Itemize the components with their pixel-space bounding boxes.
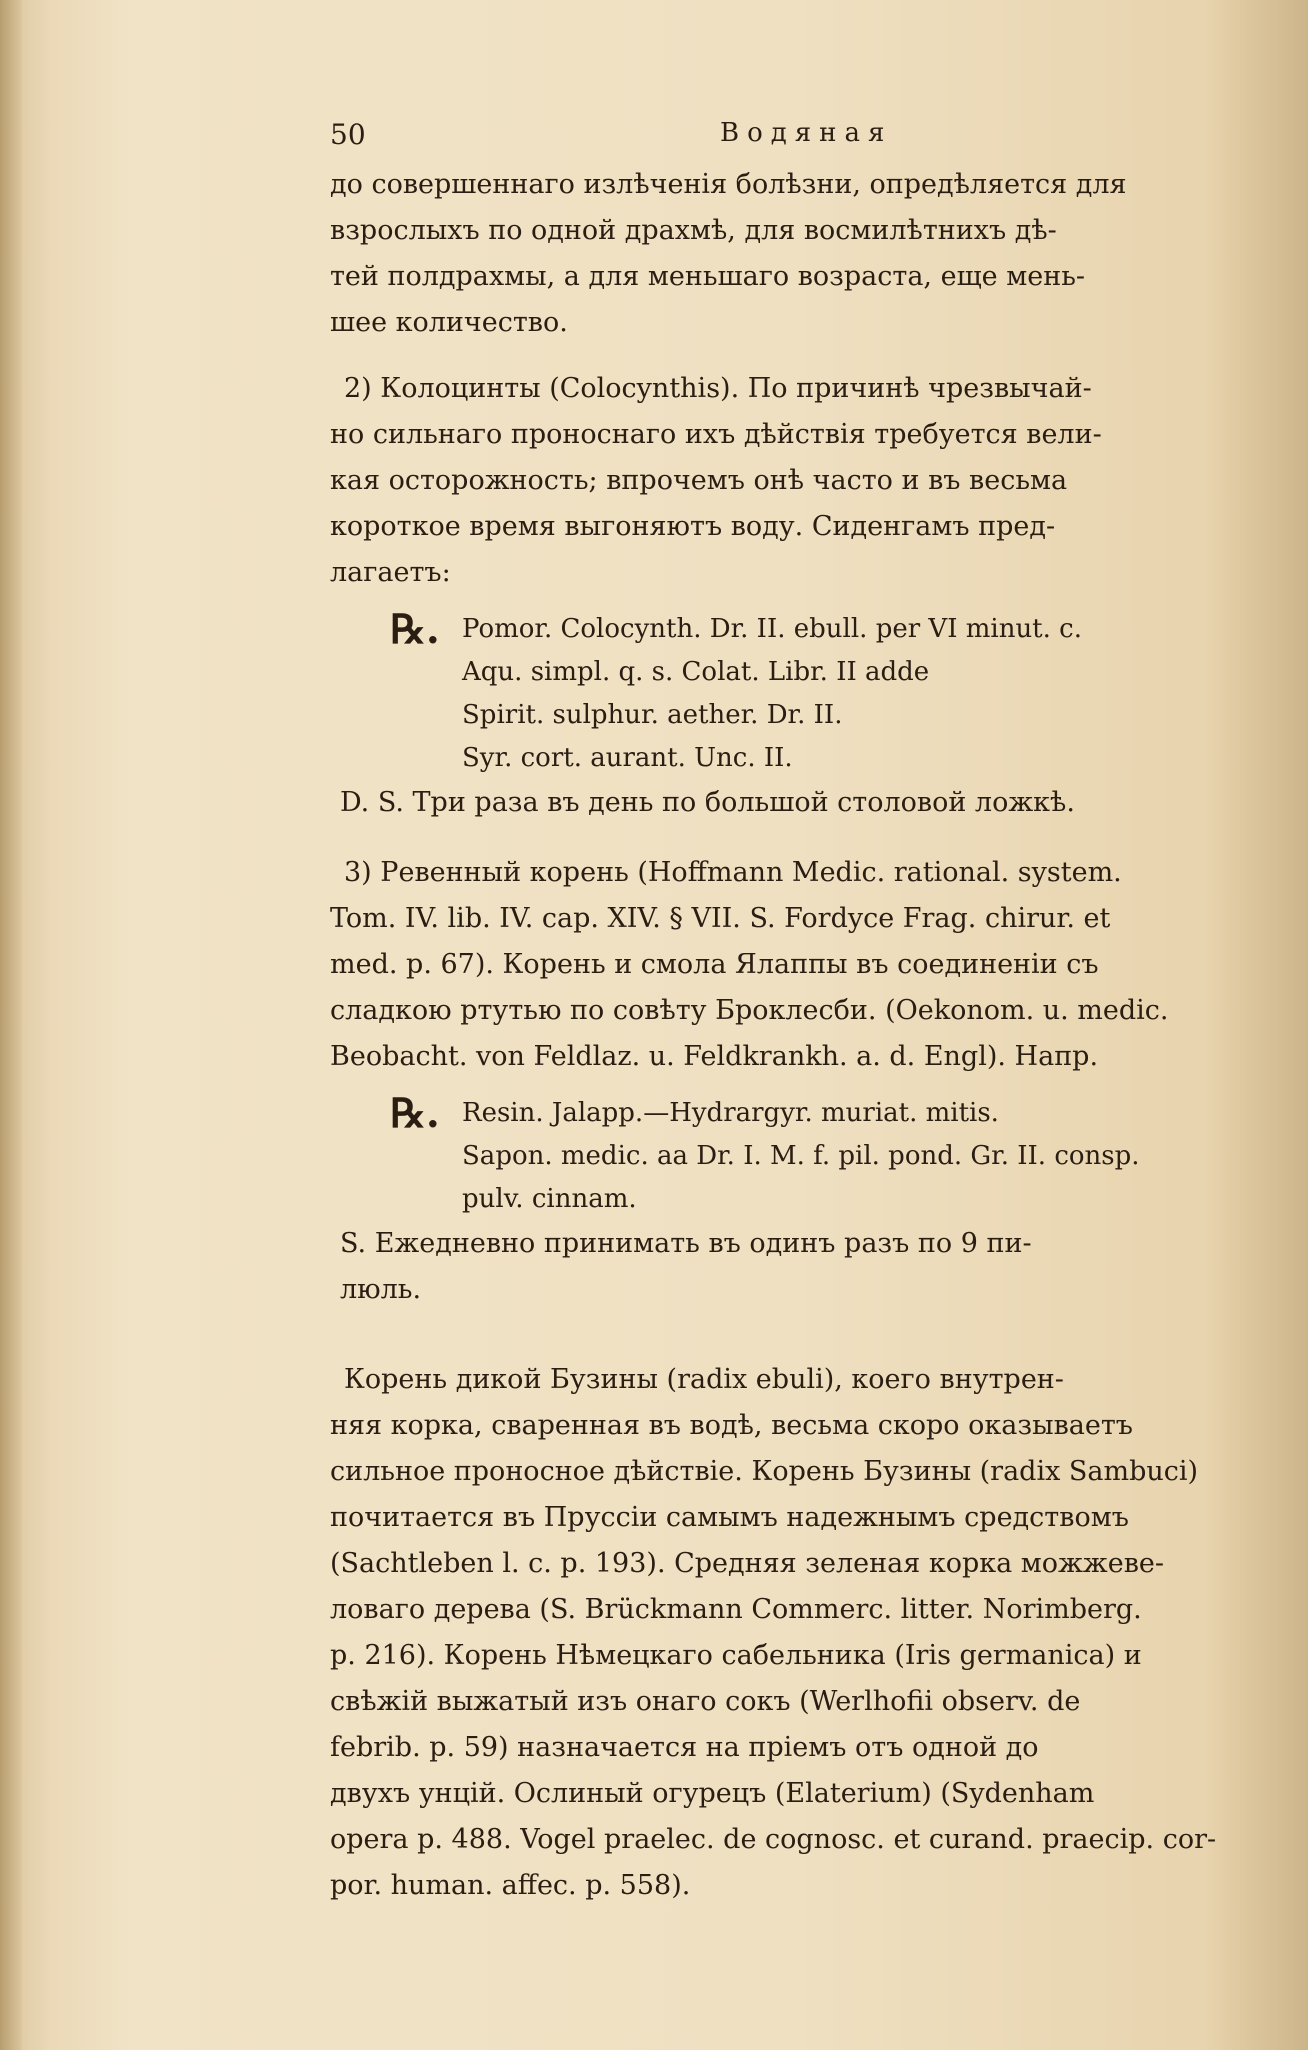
text-line: por. human. affec. p. 558). bbox=[330, 1870, 691, 1901]
text-line: до совершеннаго излѣченія болѣзни, опредѣляется для bbox=[330, 169, 1127, 200]
running-title: Водяная bbox=[720, 118, 893, 148]
recipe-signa: S. Ежедневно принимать въ одинъ разъ по 9 пи- bbox=[340, 1228, 1032, 1259]
paragraph-colocynth bbox=[330, 366, 1270, 596]
text-line: почитается въ Пруссіи самымъ надежнымъ средствомъ bbox=[330, 1502, 1129, 1533]
text-line: (Sachtleben l. c. p. 193). Средняя зеленая корка можжеве- bbox=[330, 1548, 1165, 1579]
page-header bbox=[330, 118, 1270, 162]
text-line: лагаетъ: bbox=[330, 557, 451, 588]
text-line: свѣжій выжатый изъ онаго сокъ (Werlhofii observ. de bbox=[330, 1686, 1081, 1717]
text-line: шее количество. bbox=[330, 307, 568, 338]
text-line: короткое время выгоняютъ воду. Сиденгамъ пред- bbox=[330, 511, 1056, 542]
text-line: Корень дикой Бузины (radix ebuli), коего внутрен- bbox=[344, 1364, 1064, 1395]
recipe-jalap bbox=[330, 1092, 1270, 1313]
text-line: няя корка, сваренная въ водѣ, весьма скоро оказываетъ bbox=[330, 1410, 1133, 1441]
paragraph-rhubarb bbox=[330, 850, 1270, 1080]
recipe-line: Syr. cort. aurant. Unc. II. bbox=[462, 743, 793, 773]
text-line: 2) Колоцинты (Colocynthis). По причинѣ чрезвычай- bbox=[344, 373, 1092, 404]
page-number: 50 bbox=[330, 118, 366, 151]
text-line: med. p. 67). Корень и смола Ялаппы въ соединеніи съ bbox=[330, 949, 1099, 980]
text-line: p. 216). Корень Нѣмецкаго сабельника (Iris germanica) и bbox=[330, 1640, 1142, 1671]
recipe-symbol: ℞. bbox=[390, 1090, 440, 1137]
recipe-line: Pomor. Colocynth. Dr. II. ebull. per VI minut. c. bbox=[462, 614, 1082, 644]
recipe-line: Resin. Jalapp.—Hydrargyr. muriat. mitis. bbox=[462, 1098, 999, 1128]
text-line: тей полдрахмы, а для меньшаго возраста, еще мень- bbox=[330, 261, 1086, 292]
text-line: но сильнаго проноснаго ихъ дѣйствія требуется вели- bbox=[330, 419, 1102, 450]
text-line: сладкою ртутью по совѣту Броклесби. (Oekonom. u. medic. bbox=[330, 995, 1169, 1026]
text-line: febrib. p. 59) назначается на пріемъ отъ одной до bbox=[330, 1732, 1039, 1763]
text-line: 3) Ревенный корень (Hoffmann Medic. rational. system. bbox=[344, 857, 1122, 888]
recipe-signa: D. S. Три раза въ день по большой столовой ложкѣ. bbox=[340, 787, 1075, 818]
text-line: сильное проносное дѣйствіе. Корень Бузины (radix Sambuci) bbox=[330, 1456, 1199, 1487]
text-line: кая осторожность; впрочемъ онѣ часто и въ весьма bbox=[330, 465, 1068, 496]
recipe-colocynth bbox=[330, 608, 1270, 826]
recipe-line: Sapon. medic. aa Dr. I. M. f. pil. pond. Gr. II. consp. bbox=[462, 1141, 1140, 1171]
recipe-line: Spirit. sulphur. aether. Dr. II. bbox=[462, 700, 843, 730]
paragraph-elder-root bbox=[330, 1357, 1270, 1909]
recipe-line: Aqu. simpl. q. s. Colat. Libr. II adde bbox=[462, 657, 930, 687]
recipe-signa: люль. bbox=[340, 1274, 422, 1305]
text-line: Beobacht. von Feldlaz. u. Feldkrankh. a. d. Engl). Напр. bbox=[330, 1041, 1099, 1072]
text-line: двухъ унцій. Ослиный огурецъ (Elaterium) (Sydenham bbox=[330, 1778, 1095, 1809]
paragraph-continuation bbox=[330, 162, 1270, 346]
text-line: взрослыхъ по одной драхмѣ, для восмилѣтнихъ дѣ- bbox=[330, 215, 1057, 246]
recipe-symbol: ℞. bbox=[390, 606, 440, 653]
recipe-line: pulv. cinnam. bbox=[462, 1184, 637, 1214]
text-line: opera p. 488. Vogel praelec. de cognosc. et curand. praecip. cor- bbox=[330, 1824, 1217, 1855]
page-content bbox=[330, 118, 1270, 1909]
text-line: Tom. IV. lib. IV. cap. XIV. § VII. S. Fordyce Frag. chirur. et bbox=[330, 903, 1111, 934]
page-spine-shadow bbox=[0, 0, 22, 2050]
text-line: ловаго дерева (S. Brückmann Commerc. litter. Norimberg. bbox=[330, 1594, 1142, 1625]
